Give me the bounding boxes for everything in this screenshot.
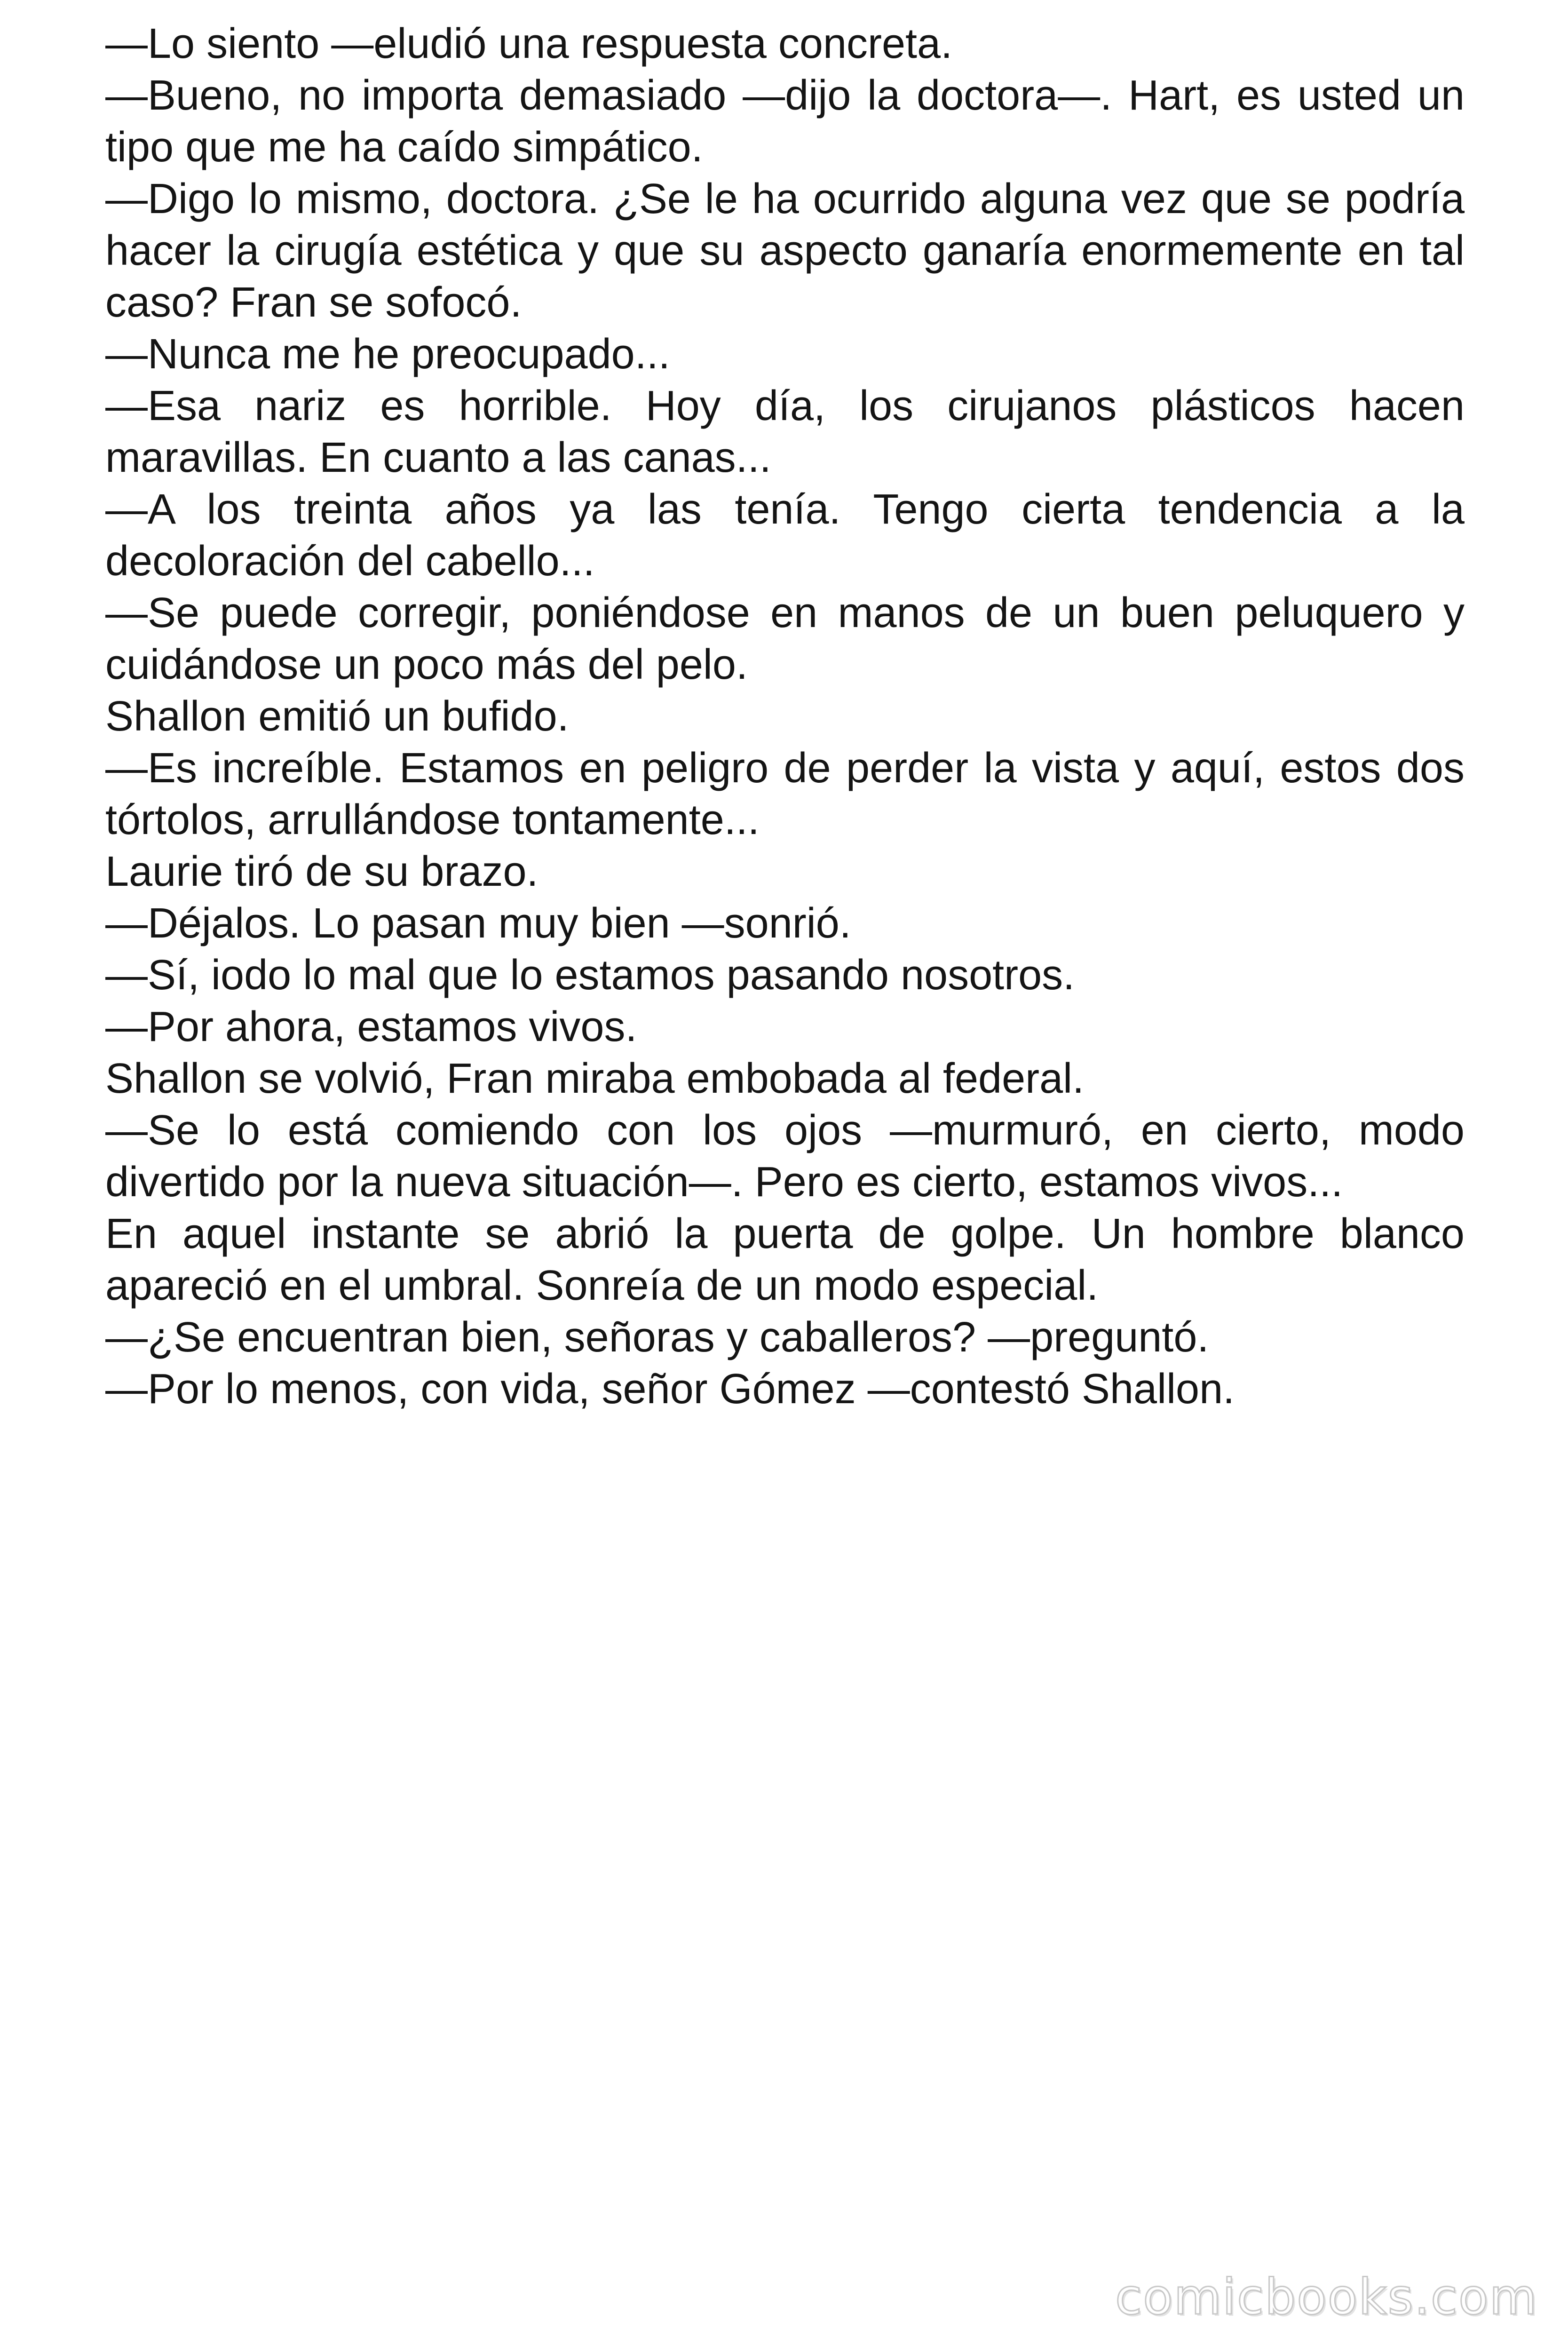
paragraph: —Se lo está comiendo con los ojos —murmuró, en cierto, modo divertido por la nueva situación—. Pero es cierto, estamos vivos... bbox=[105, 1107, 1465, 1206]
paragraph: —Bueno, no importa demasiado —dijo la doctora—. Hart, es usted un tipo que me ha caído simpático. bbox=[105, 72, 1465, 171]
watermark: comicbooks.com bbox=[1115, 2268, 1538, 2326]
paragraph: —Se puede corregir, poniéndose en manos de un buen peluquero y cuidándose un poco más del pelo. bbox=[105, 589, 1465, 688]
paragraph: —Lo siento —eludió una respuesta concreta. bbox=[105, 20, 953, 67]
paragraph: Shallon se volvió, Fran miraba embobada al federal. bbox=[105, 1055, 1085, 1102]
paragraph: —Por lo menos, con vida, señor Gómez —contestó Shallon. bbox=[105, 1366, 1235, 1413]
paragraph: —Esa nariz es horrible. Hoy día, los cirujanos plásticos hacen maravillas. En cuanto a las canas... bbox=[105, 382, 1465, 481]
paragraph: —Déjalos. Lo pasan muy bien —sonrió. bbox=[105, 900, 851, 947]
paragraph: —Por ahora, estamos vivos. bbox=[105, 1003, 637, 1050]
paragraph: —Es increíble. Estamos en peligro de perder la vista y aquí, estos dos tórtolos, arrullándose tontamente... bbox=[105, 745, 1465, 843]
paragraph: —Nunca me he preocupado... bbox=[105, 331, 670, 378]
paragraph: —Digo lo mismo, doctora. ¿Se le ha ocurrido alguna vez que se podría hacer la cirugía estética y que su aspecto ganaría enormemente en tal caso? Fran se sofocó. bbox=[105, 175, 1465, 326]
paragraph: Shallon emitió un bufido. bbox=[105, 693, 569, 740]
paragraph: En aquel instante se abrió la puerta de golpe. Un hombre blanco apareció en el umbral. Sonreía de un modo especial. bbox=[105, 1210, 1465, 1309]
paragraph: Laurie tiró de su brazo. bbox=[105, 848, 539, 895]
paragraph: —¿Se encuentran bien, señoras y caballeros? —preguntó. bbox=[105, 1314, 1209, 1361]
page-body bbox=[105, 18, 1465, 1415]
paragraph: —A los treinta años ya las tenía. Tengo cierta tendencia a la decoloración del cabello... bbox=[105, 486, 1465, 585]
paragraph: —Sí, iodo lo mal que lo estamos pasando nosotros. bbox=[105, 952, 1075, 999]
